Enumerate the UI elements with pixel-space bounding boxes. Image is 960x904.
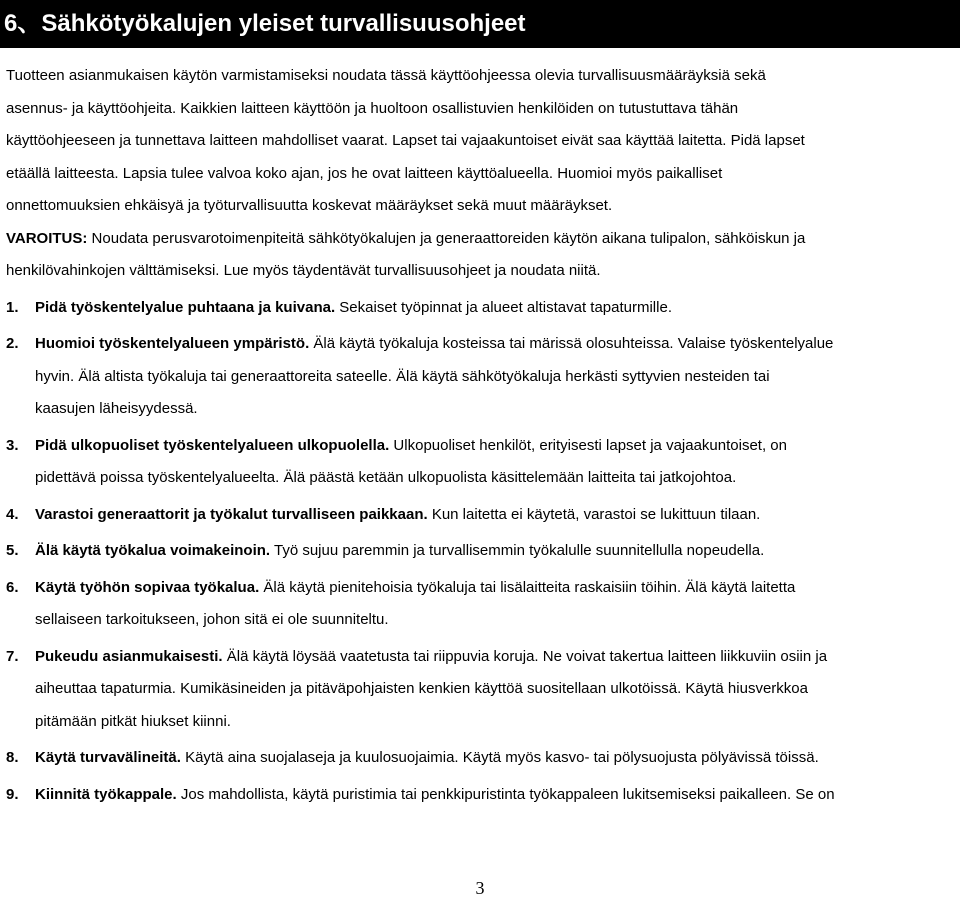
rule-text: Työ sujuu paremmin ja turvallisemmin työkalulle suunnitellulla nopeudella. <box>270 542 765 559</box>
rule-continuation-line: aiheuttaa tapaturmia. Kumikäsineiden ja pitäväpohjaisten kenkien käyttöä suositellaan ulkotöissä. Käytä hiusverkkoa <box>35 680 808 697</box>
warning-line <box>6 223 958 256</box>
rule-first-line <box>35 641 958 674</box>
intro-line: käyttöohjeeseen ja tunnettava laitteen mahdolliset vaarat. Lapset tai vajaakuntoiset eivät saa käyttää laitetta. Pidä lapset <box>6 132 805 149</box>
safety-rule-6 <box>6 572 958 637</box>
rule-heading: Pukeudu asianmukaisesti. <box>35 647 223 665</box>
rule-continuation-line: hyvin. Älä altista työkaluja tai generaattoreita sateelle. Älä käytä sähkötyökaluja herkästi syttyvien nesteiden tai <box>35 367 770 385</box>
warning-label: VAROITUS: <box>6 229 88 247</box>
rule-text: Käytä aina suojalaseja ja kuulosuojaimia. Käytä myös kasvo- tai pölysuojusta pölyävissä töissä. <box>180 749 819 766</box>
rule-text: Jos mahdollista, käytä puristimia tai penkkipuristinta työkappaleen lukitsemiseksi paikalleen. Se on <box>176 785 835 803</box>
rule-heading: Huomioi työskentelyalueen ympäristö. <box>35 335 310 352</box>
rule-continuation-line: sellaiseen tarkoitukseen, johon sitä ei ole suunniteltu. <box>35 611 389 628</box>
safety-rule-2 <box>6 328 958 426</box>
intro-line: etäällä laitteesta. Lapsia tulee valvoa koko ajan, jos he ovat laitteen käyttöalueella. Huomioi myös paikalliset <box>6 164 723 182</box>
warning-text: Noudata perusvarotoimenpiteitä sähkötyökalujen ja generaattoreiden käytön aikana tulipalon, sähköiskun ja <box>87 229 806 247</box>
rule-first-line <box>35 328 958 361</box>
rule-heading: Varastoi generaattorit ja työkalut turvalliseen paikkaan. <box>35 505 428 523</box>
warning-paragraph <box>6 223 958 288</box>
rule-first-line <box>35 499 958 532</box>
safety-rule-7 <box>6 641 958 739</box>
rule-heading: Pidä työskentelyalue puhtaana ja kuivana. <box>35 298 336 316</box>
rule-number: 9. <box>6 785 19 803</box>
rule-number: 1. <box>6 298 19 316</box>
rule-continuation-line: kaasujen läheisyydessä. <box>35 400 198 417</box>
page-number: 3 <box>475 878 485 898</box>
warning-line: henkilövahinkojen välttämiseksi. Lue myös täydentävät turvallisuusohjeet ja noudata niitä. <box>6 262 601 279</box>
rule-text: Älä käytä löysää vaatetusta tai riippuvia koruja. Ne voivat takertua laitteen liikkuviin osiin ja <box>222 647 828 665</box>
rule-first-line <box>35 779 958 812</box>
rule-first-line <box>35 572 958 605</box>
rule-continuation-line: pitämään pitkät hiukset kiinni. <box>35 712 231 730</box>
rule-number: 7. <box>6 647 19 665</box>
intro-line: onnettomuuksien ehkäisyä ja työturvallisuutta koskevat määräykset sekä muut määräykset. <box>6 197 613 214</box>
rule-text: Älä käytä pienitehoisia työkaluja tai lisälaitteita raskaisiin töihin. Älä käytä laitetta <box>259 578 796 596</box>
rule-heading: Älä käytä työkalua voimakeinoin. <box>35 542 271 559</box>
rule-first-line <box>35 535 958 568</box>
rule-continuation-line: pidettävä poissa työskentelyalueelta. Älä päästä ketään ulkopuolista käsittelemään laitteita tai jatkojohtoa. <box>35 469 737 486</box>
section-title: 6、Sähkötyökalujen yleiset turvallisuusohjeet <box>0 0 960 48</box>
rule-heading: Kiinnitä työkappale. <box>35 785 177 803</box>
safety-rules-list <box>6 288 958 812</box>
rule-number: 2. <box>6 335 19 352</box>
rule-number: 3. <box>6 436 19 454</box>
rule-first-line <box>35 430 958 463</box>
rule-number: 8. <box>6 749 19 766</box>
safety-rule-8 <box>6 742 958 775</box>
rule-text: Kun laitetta ei käytetä, varastoi se lukittuun tilaan. <box>427 505 761 523</box>
intro-paragraph <box>6 60 958 223</box>
document-body <box>6 60 958 811</box>
rule-first-line <box>35 292 958 325</box>
rule-number: 6. <box>6 578 19 596</box>
rule-number: 5. <box>6 542 19 559</box>
safety-rule-4 <box>6 499 958 532</box>
rule-heading: Pidä ulkopuoliset työskentelyalueen ulkopuolella. <box>35 436 390 454</box>
rule-number: 4. <box>6 505 19 523</box>
safety-rule-1 <box>6 292 958 325</box>
safety-rule-9 <box>6 779 958 812</box>
rule-heading: Käytä turvavälineitä. <box>35 749 181 766</box>
rule-text: Älä käytä työkaluja kosteissa tai märissä olosuhteissa. Valaise työskentelyalue <box>309 335 834 352</box>
rule-heading: Käytä työhön sopivaa työkalua. <box>35 578 260 596</box>
safety-rule-3 <box>6 430 958 495</box>
rule-text: Sekaiset työpinnat ja alueet altistavat tapaturmille. <box>335 298 672 316</box>
safety-rule-5 <box>6 535 958 568</box>
intro-line: Tuotteen asianmukaisen käytön varmistamiseksi noudata tässä käyttöohjeessa olevia turvallisuusmääräyksiä sekä <box>6 67 766 84</box>
rule-text: Ulkopuoliset henkilöt, erityisesti lapset ja vajaakuntoiset, on <box>389 436 787 454</box>
rule-first-line <box>35 742 958 775</box>
intro-line: asennus- ja käyttöohjeita. Kaikkien laitteen käyttöön ja huoltoon osallistuvien henkilöiden on tutustuttava tähän <box>6 99 739 117</box>
